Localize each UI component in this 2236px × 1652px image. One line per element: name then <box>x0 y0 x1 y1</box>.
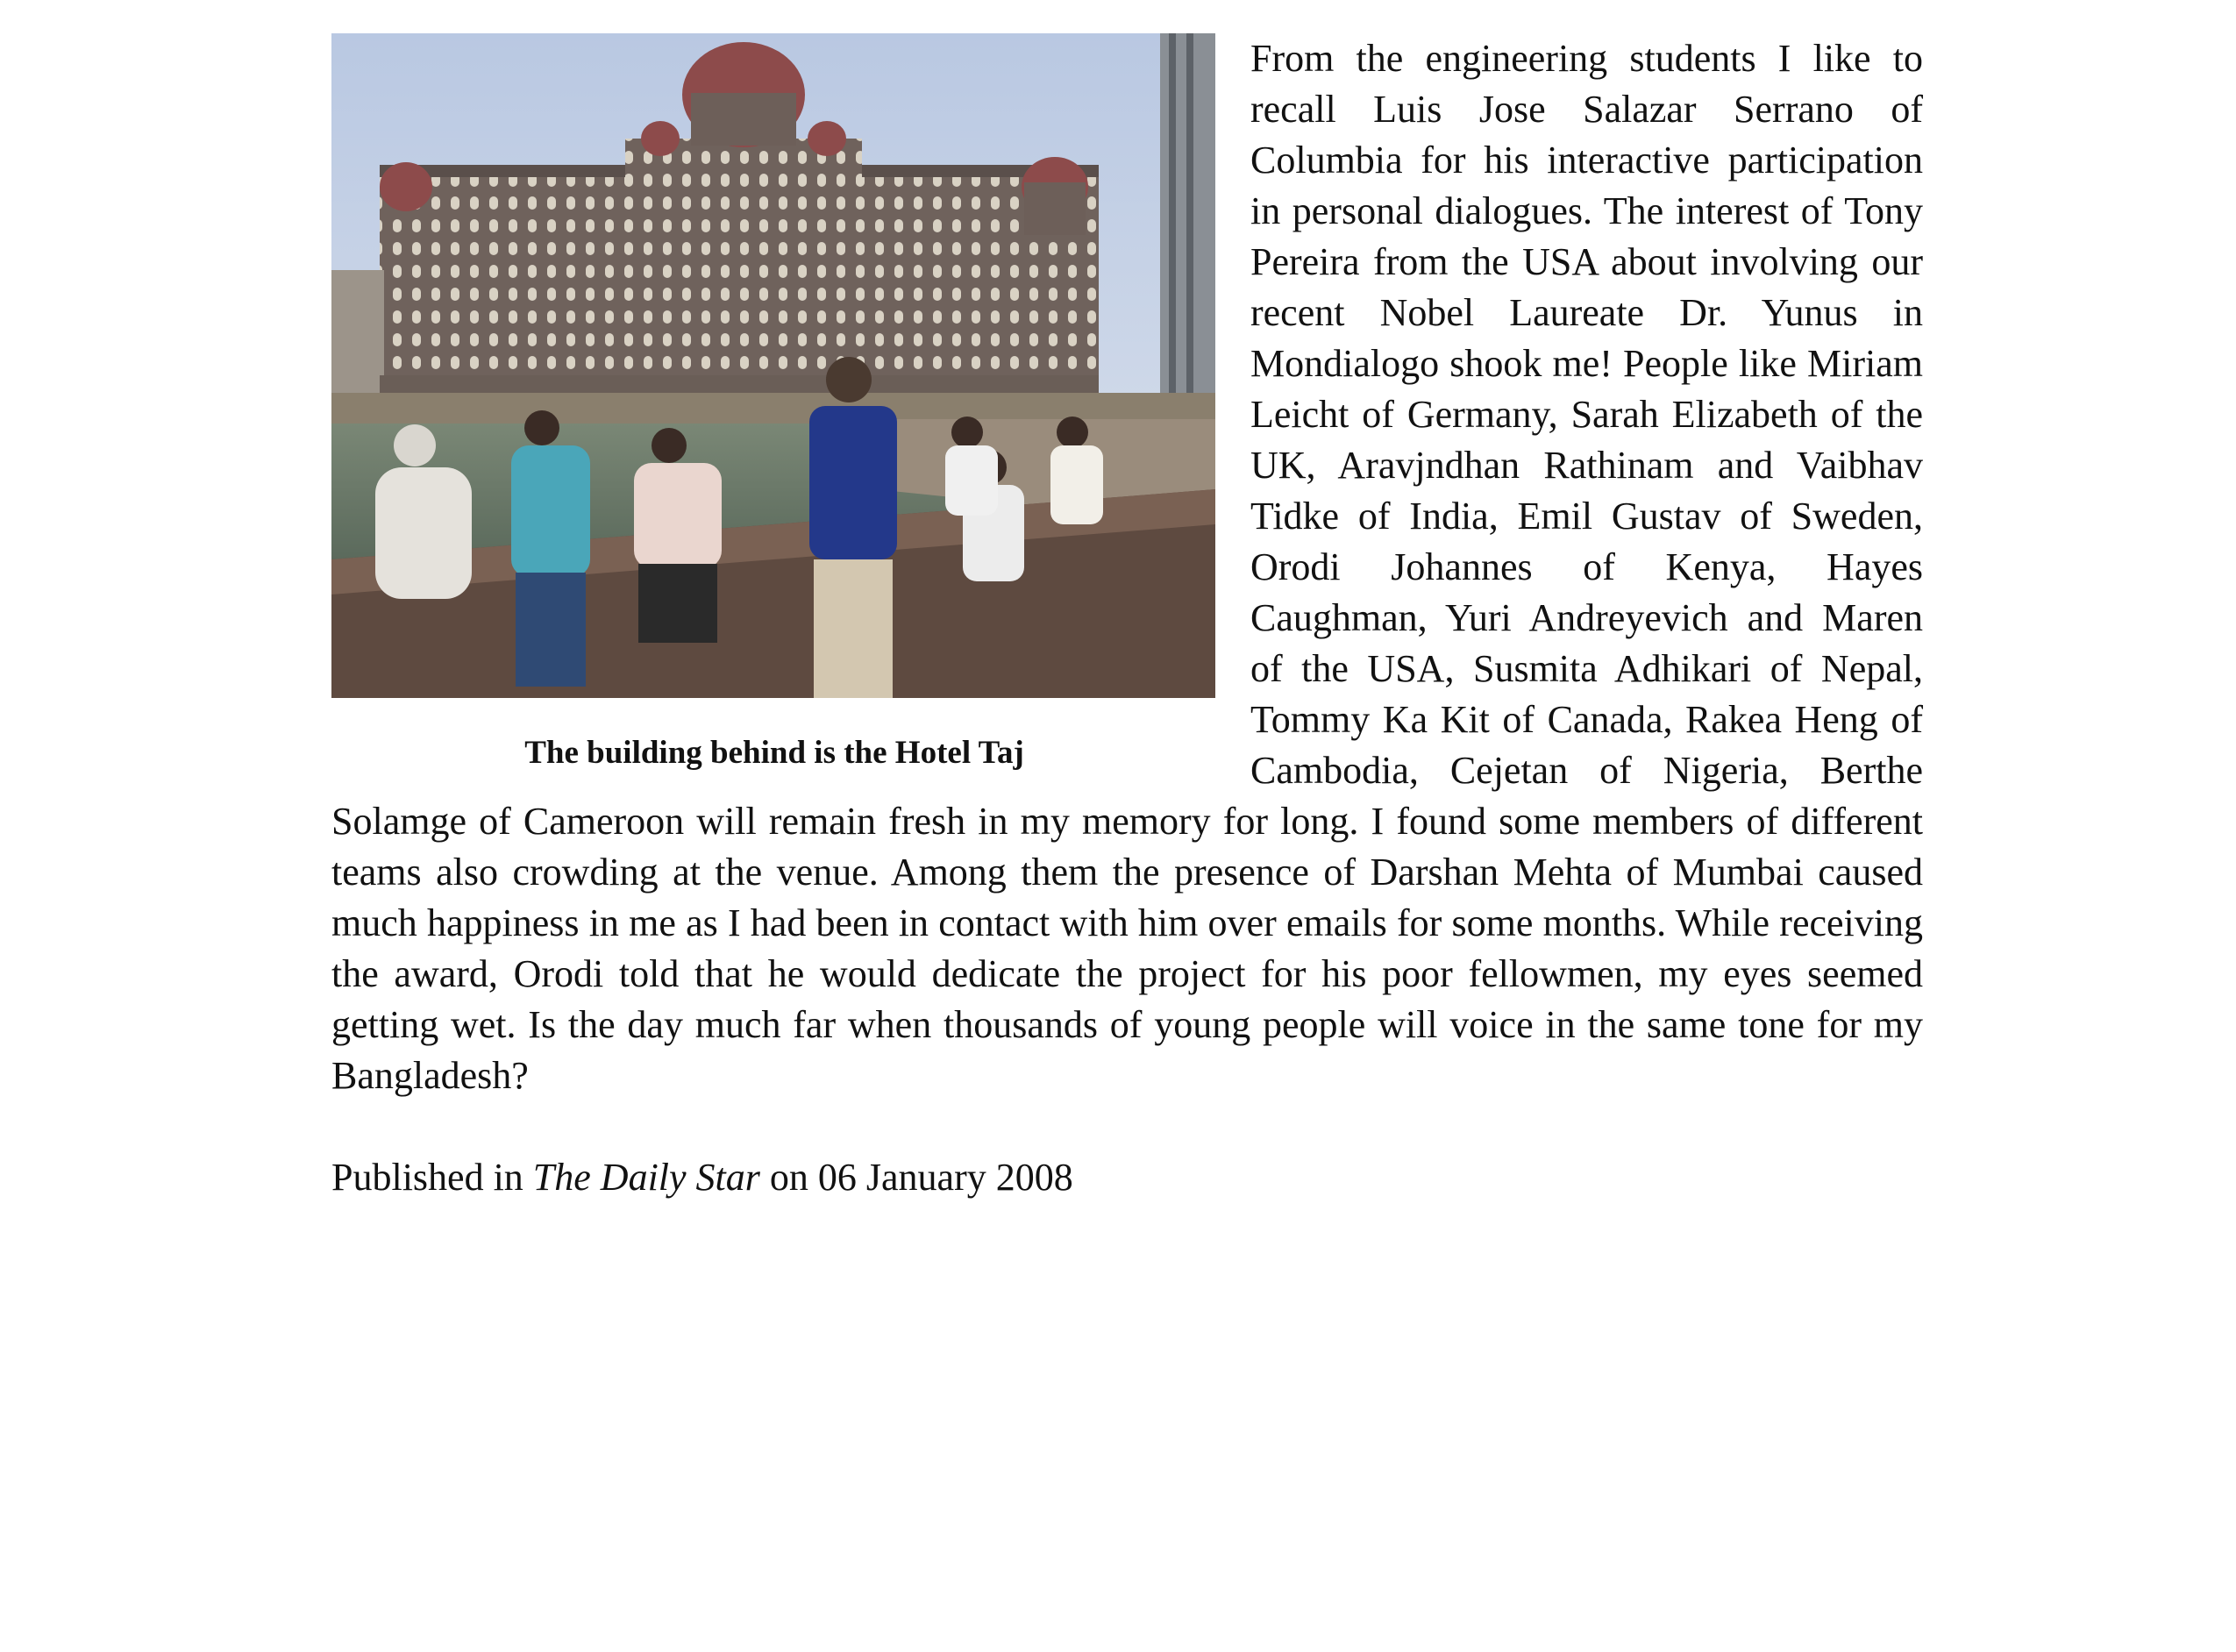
publication-date: on 06 January 2008 <box>759 1156 1073 1199</box>
publication-line <box>331 1152 1923 1203</box>
photo-caption: The building behind is the Hotel Taj <box>524 735 1024 771</box>
document-page <box>331 33 1923 1203</box>
photo-figure <box>331 33 1217 780</box>
body-paragraph: From the engineering students I like to recall Luis Jose Salazar Serrano of Columbia for his interactive participation in personal dialogues. The interest of Tony Pereira from the USA about involving our recent Nobel Laureate Dr. Yunus in Mondialogo shook me! People like Miriam Leicht of Germany, Sarah Elizabeth of the UK, Aravjndhan Rathinam and Vaibhav Tidke of India, Emil Gustav of Sweden, Orodi Johannes of Kenya, Hayes Caughman, Yuri Andreyevich and Maren of the USA, Susmita Adhikari of Nepal, Tommy Ka Kit of Canada, Rakea Heng of Cambodia, Cejetan of Nigeria, Berthe Solamge of Cameroon will remain fresh in my memory for long. I found some members of different teams also crowding at the venue. Among them the presence of Darshan Mehta of Mumbai caused much happiness in me as I had been in contact with him over emails for some months. While receiving the award, Orodi told that he would dedicate the project for his poor fellowmen, my eyes seemed getting wet. Is the day much far when thousands of young people will voice in the same tone for my Bangladesh? <box>331 37 1923 1097</box>
newspaper-name: The Daily Star <box>532 1156 760 1199</box>
hotel-taj-photo <box>331 33 1215 698</box>
publication-prefix: Published in <box>331 1156 533 1199</box>
